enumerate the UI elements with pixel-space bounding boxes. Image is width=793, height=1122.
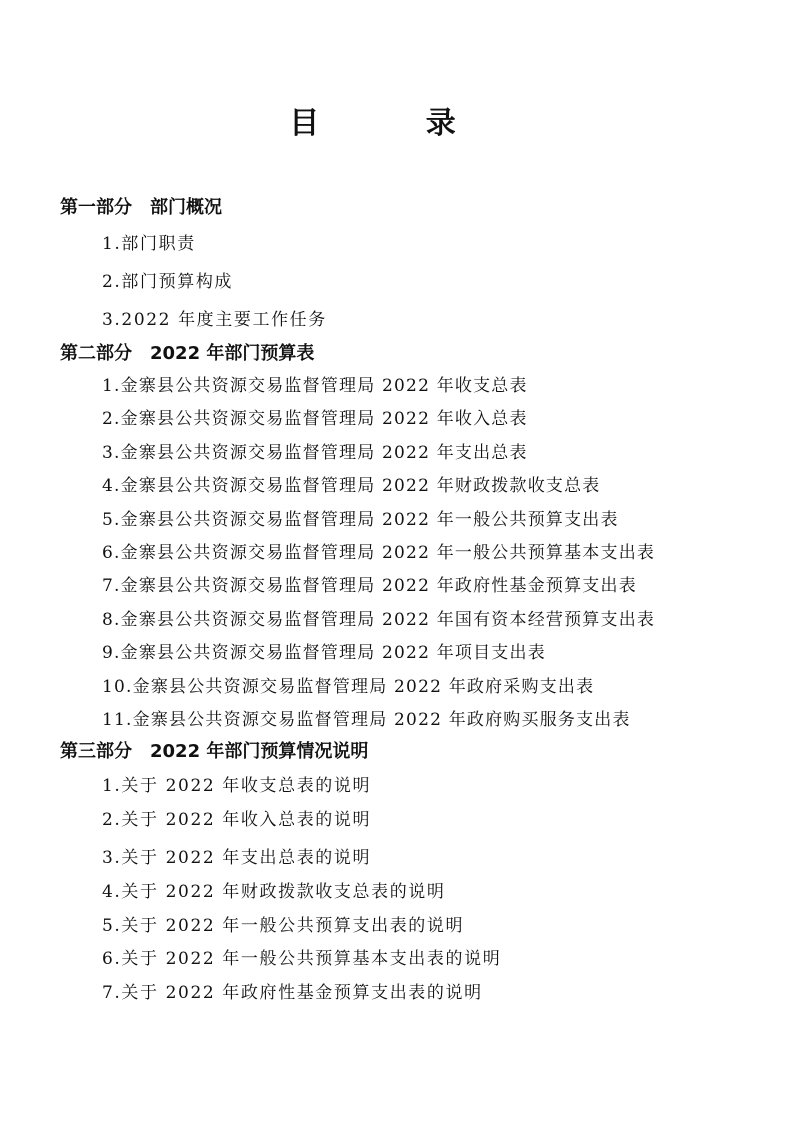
section-heading-part-1[interactable]: 第一部分 部门概况 xyxy=(60,197,222,218)
toc-entry[interactable]: 10.金寨县公共资源交易监督管理局 2022 年政府采购支出表 xyxy=(102,677,595,697)
toc-entry[interactable]: 4.关于 2022 年财政拨款收支总表的说明 xyxy=(102,882,446,902)
toc-entry[interactable]: 1.关于 2022 年收支总表的说明 xyxy=(102,776,372,796)
toc-entry[interactable]: 2.部门预算构成 xyxy=(102,272,234,292)
toc-entry[interactable]: 3.关于 2022 年支出总表的说明 xyxy=(102,848,372,868)
toc-entry[interactable]: 11.金寨县公共资源交易监督管理局 2022 年政府购买服务支出表 xyxy=(102,710,631,730)
toc-entry[interactable]: 6.金寨县公共资源交易监督管理局 2022 年一般公共预算基本支出表 xyxy=(102,543,656,563)
toc-entry[interactable]: 8.金寨县公共资源交易监督管理局 2022 年国有资本经营预算支出表 xyxy=(102,610,656,630)
toc-entry[interactable]: 2.关于 2022 年收入总表的说明 xyxy=(102,810,372,830)
toc-entry[interactable]: 9.金寨县公共资源交易监督管理局 2022 年项目支出表 xyxy=(102,643,546,663)
toc-entry[interactable]: 6.关于 2022 年一般公共预算基本支出表的说明 xyxy=(102,949,502,969)
toc-entry[interactable]: 7.关于 2022 年政府性基金预算支出表的说明 xyxy=(102,983,483,1003)
section-heading-part-2[interactable]: 第二部分 2022 年部门预算表 xyxy=(60,343,315,364)
toc-entry[interactable]: 5.金寨县公共资源交易监督管理局 2022 年一般公共预算支出表 xyxy=(102,510,619,530)
toc-entry[interactable]: 3.金寨县公共资源交易监督管理局 2022 年支出总表 xyxy=(102,443,528,463)
toc-entry[interactable]: 3.2022 年度主要工作任务 xyxy=(102,310,327,330)
toc-entry[interactable]: 1.部门职责 xyxy=(102,234,196,254)
section-heading-part-3[interactable]: 第三部分 2022 年部门预算情况说明 xyxy=(60,741,369,762)
toc-entry[interactable]: 2.金寨县公共资源交易监督管理局 2022 年收入总表 xyxy=(102,409,528,429)
toc-entry[interactable]: 5.关于 2022 年一般公共预算支出表的说明 xyxy=(102,916,465,936)
toc-entry[interactable]: 7.金寨县公共资源交易监督管理局 2022 年政府性基金预算支出表 xyxy=(102,576,637,596)
toc-entry[interactable]: 1.金寨县公共资源交易监督管理局 2022 年收支总表 xyxy=(102,376,528,396)
toc-entry[interactable]: 4.金寨县公共资源交易监督管理局 2022 年财政拨款收支总表 xyxy=(102,476,601,496)
page-title: 目 录 xyxy=(289,106,504,141)
